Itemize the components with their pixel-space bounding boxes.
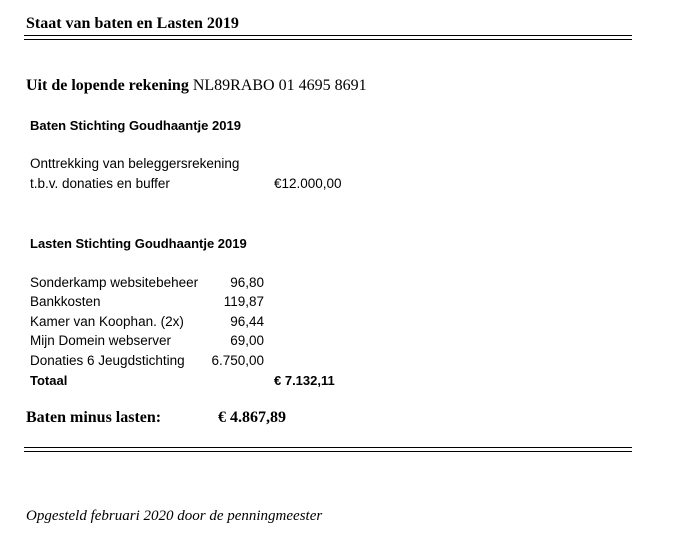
baten-line-1: Onttrekking van beleggersrekening — [30, 156, 240, 171]
lasten-total-label: Totaal — [30, 373, 68, 388]
lasten-item-amount: 6.750,00 — [211, 353, 264, 368]
account-line — [26, 77, 367, 95]
result-amount: € 4.867,89 — [218, 409, 286, 426]
result-label: Baten minus lasten: — [26, 409, 162, 426]
lasten-heading: Lasten Stichting Goudhaantje 2019 — [30, 236, 247, 251]
lasten-item-amount: 96,44 — [230, 314, 264, 329]
title-double-rule — [24, 35, 632, 40]
footer-note: Opgesteld februari 2020 door de penningmeester — [26, 508, 323, 524]
result-double-rule — [24, 447, 632, 452]
lasten-item-amount: 69,00 — [230, 333, 264, 348]
account-number: NL89RABO 01 4695 8691 — [192, 77, 367, 94]
baten-amount: €12.000,00 — [274, 176, 342, 191]
lasten-item-label: Bankkosten — [30, 294, 101, 309]
account-label: Uit de lopende rekening — [26, 77, 189, 94]
lasten-item-label: Mijn Domein webserver — [30, 333, 172, 348]
lasten-item-label: Sonderkamp websitebeheer — [30, 275, 199, 290]
baten-heading: Baten Stichting Goudhaantje 2019 — [30, 118, 241, 133]
lasten-item-label: Kamer van Koophan. (2x) — [30, 314, 184, 329]
lasten-item-amount: 96,80 — [230, 275, 264, 290]
lasten-total-amount: € 7.132,11 — [274, 373, 335, 388]
lasten-item-label: Donaties 6 Jeugdstichting — [30, 353, 185, 368]
document-title: Staat van baten en Lasten 2019 — [26, 15, 239, 32]
lasten-item-amount: 119,87 — [223, 294, 264, 309]
baten-line-2: t.b.v. donaties en buffer — [30, 176, 170, 191]
